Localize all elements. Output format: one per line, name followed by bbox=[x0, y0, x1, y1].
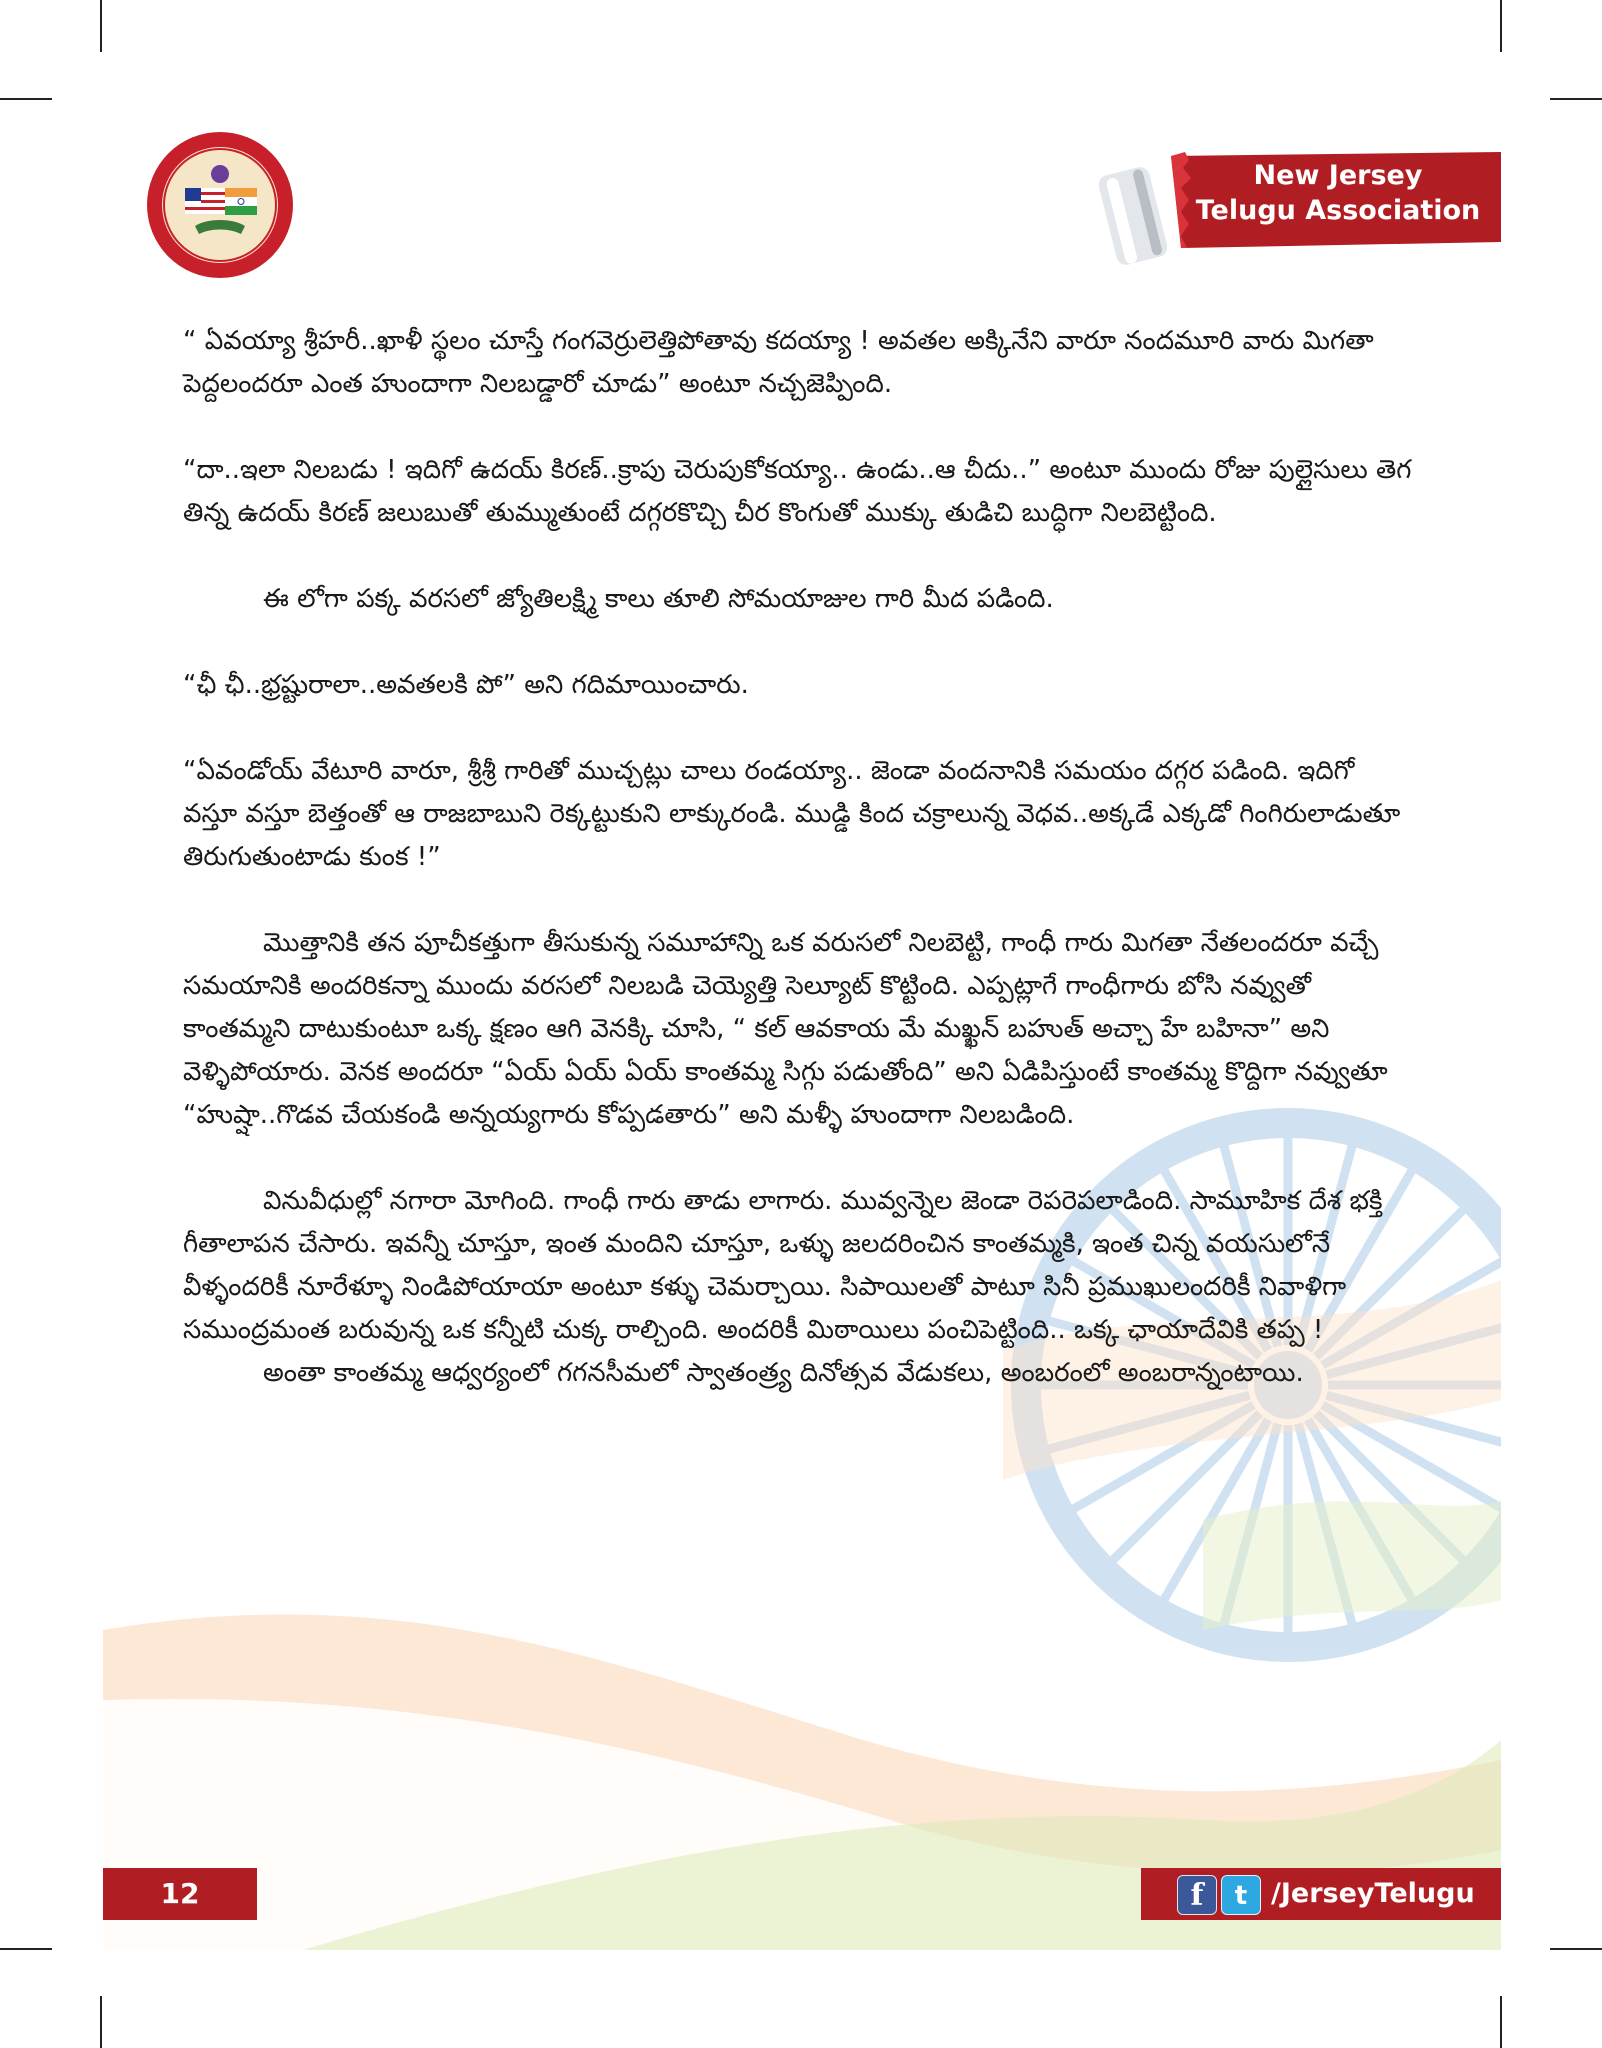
article-paragraph: ఈ లోగా పక్క వరసలో జ్యోతిలక్ష్మి కాలు తూలి సోమయాజుల గారి మీద పడింది. bbox=[263, 584, 1054, 614]
article-paragraph: మొత్తానికి తన పూచీకత్తుగా తీసుకున్న సమూహాన్ని ఒక వరుసలో నిలబెట్టి, గాంధీ గారు మిగతా నేతలందరూ వచ్చే సమయానికి అందరికన్నా ముందు వరసలో నిలబడి చెయ్యెత్తి సెల్యూట్ కొట్టింది. ఎప్పట్లాగే గాంధీగారు బోసి నవ్వుతో కాంతమ్మని దాటుకుంటూ ఒక్క క్షణం ఆగి వెనక్కి చూసి, “ కల్ ఆవకాయ మే మఖ్ఖన్ బహుత్ అచ్చా హే బహినా” అని వెళ్ళిపోయారు. వెనక అందరూ “ఏయ్ ఏయ్ ఏయ్ కాంతమ్మ సిగ్గు పడుతోంది” అని ఏడిపిస్తుంటే కాంతమ్మ కొద్దిగా నవ్వుతూ “హుష్షా..గొడవ చేయకండి అన్నయ్యగారు కోప్పడతారు” అని మళ్ళీ హుందాగా నిలబడింది. bbox=[183, 928, 1388, 1130]
article-paragraph: “ ఏవయ్యా శ్రీహరీ..ఖాళీ స్థలం చూస్తే గంగవెర్రులెత్తిపోతావు కదయ్యా ! అవతల అక్కినేని వారూ నందమూరి వారు మిగతా పెద్దలందరూ ఎంత హుందాగా నిలబడ్డారో చూడు” అంటూ నచ్చజెప్పింది. bbox=[183, 326, 1374, 399]
social-footer bbox=[1141, 1868, 1501, 1920]
crop-mark bbox=[0, 98, 52, 100]
crop-mark bbox=[1500, 1996, 1502, 2048]
telugu-association-seal-icon bbox=[145, 130, 295, 280]
article-paragraph: అంతా కాంతమ్మ ఆధ్వర్యంలో గగనసీమలో స్వాతంత్ర్య దినోత్సవ వేడుకలు, అంబరంలో అంబరాన్నంటాయి. bbox=[263, 1358, 1304, 1388]
article-paragraph: “దా..ఇలా నిలబడు ! ఇదిగో ఉదయ్ కిరణ్..క్రాపు చెరుపుకోకయ్యా.. ఉండు..ఆ చీదు..” అంటూ ముందు రోజు పుల్లైసులు తెగ తిన్న ఉదయ్ కిరణ్ జలుబుతో తుమ్ముతుంటే దగ్గరకొచ్చి చీర కొంగుతో ముక్కు తుడిచి బుద్ధిగా నిలబెట్టింది. bbox=[183, 455, 1412, 528]
article-paragraph: వినువీధుల్లో నగారా మోగింది. గాంధీ గారు తాడు లాగారు. మువ్వన్నెల జెండా రెపరెపలాడింది. సామూహిక దేశ భక్తి గీతాలాపన చేసారు. ఇవన్నీ చూస్తూ, ఇంత మందిని చూస్తూ, ఒళ్ళు జలదరించిన కాంతమ్మకి, ఇంత చిన్న వయసులోనే వీళ్ళందరికీ నూరేళ్ళూ నిండిపోయాయా అంటూ కళ్ళు చెమర్చాయి. సిపాయిలతో పాటూ సినీ ప్రముఖులందరికీ నివాళిగా సముంద్రమంత బరువున్న ఒక కన్నీటి చుక్క రాల్చింది. అందరికీ మిఠాయిలు పంచిపెట్టింది.. ఒక్క ఛాయాదేవికి తప్ప ! bbox=[183, 1186, 1383, 1345]
banner-line-2: Telugu Association bbox=[1195, 195, 1481, 226]
banner-line-1: New Jersey bbox=[1253, 160, 1423, 191]
facebook-icon: f bbox=[1177, 1875, 1217, 1915]
crop-mark bbox=[1550, 98, 1602, 100]
crop-mark bbox=[0, 1948, 52, 1950]
twitter-icon: t bbox=[1221, 1875, 1261, 1915]
crop-mark bbox=[100, 0, 102, 52]
magazine-page bbox=[103, 100, 1501, 1950]
crop-mark bbox=[1500, 0, 1502, 52]
article-paragraph: “ఛీ ఛీ..భ్రష్టురాలా..అవతలకి పో” అని గదిమాయించారు. bbox=[183, 670, 749, 700]
article-paragraph: “ఏవండోయ్ వేటూరి వారూ, శ్రీశ్రీ గారితో ముచ్చట్లు చాలు రండయ్యా.. జెండా వందనానికి సమయం దగ్గర పడింది. ఇదిగో వస్తూ వస్తూ బెత్తంతో ఆ రాజబాబుని రెక్కట్టుకుని లాక్కురండి. ముడ్డి కింద చక్రాలున్న వెధవ..అక్కడే ఎక్కడో గింగిరులాడుతూ తిరుగుతుంటాడు కుంక !” bbox=[183, 756, 1401, 872]
article-body bbox=[183, 320, 1413, 1395]
association-name bbox=[1178, 158, 1498, 228]
social-handle: /JerseyTelugu bbox=[1271, 1878, 1475, 1909]
crop-mark bbox=[100, 1996, 102, 2048]
crop-mark bbox=[1550, 1948, 1602, 1950]
page-number: 12 bbox=[103, 1868, 257, 1920]
